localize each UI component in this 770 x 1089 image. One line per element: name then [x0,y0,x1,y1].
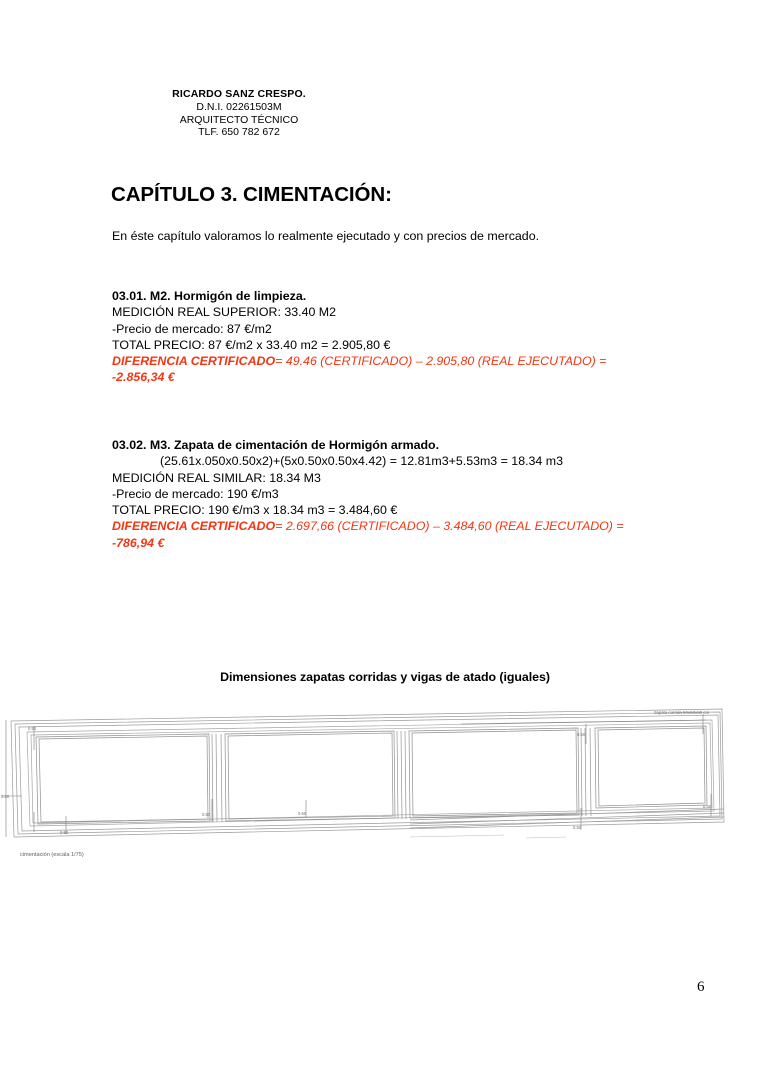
letterhead-dni: D.N.I. 02261503M [196,100,282,113]
item-measure: MEDICIÓN REAL SUPERIOR: 33.40 M2 [112,305,337,320]
letterhead-name: RICARDO SANZ CRESPO. [172,88,306,100]
item-heading: 03.01. M2. Hormigón de limpieza. [112,289,307,303]
dimension-label: 0.50 [60,830,69,835]
item-difference-result-line [112,535,624,551]
foundation-plan-drawing [0,700,770,860]
perimeter-inner [27,720,714,826]
item-difference-result: -2.856,34 € [112,370,175,385]
item-difference-result-line [112,369,606,385]
dimension-label: 0.50 [703,804,712,809]
item-price: -Precio de mercado: 87 €/m2 [112,321,272,336]
page-title: CAPÍTULO 3. CIMENTACIÓN: [111,183,392,206]
foundation-bay-1 [36,734,210,824]
foundation-bay-2 [225,731,395,821]
chapter-intro: En éste capítulo valoramos lo realmente ejecutado y con precios de mercado. [112,229,540,243]
item-difference-label: DIFERENCIA CERTIFICADO [112,354,276,369]
dimension-label: 0.50 [202,812,211,817]
item-difference-body: = 2.697,66 (CERTIFICADO) – 3.484,60 (REAL EJECUTADO) = [275,519,624,534]
letterhead-phone: TLF. 650 782 672 [198,126,280,139]
item-difference-line [112,353,606,369]
dimension-label: 0.50 [1,794,10,799]
item-measure: MEDICIÓN REAL SIMILAR: 18.34 M3 [112,470,321,485]
item-difference-label: DIFERENCIA CERTIFICADO [112,519,276,534]
item-difference-body: = 49.46 (CERTIFICADO) – 2.905,80 (REAL EJECUTADO) = [275,354,607,369]
measurement-block-0301 [112,288,606,386]
dimension-label: 0.50 [573,825,582,830]
dimension-label: 0.50 [28,726,37,731]
foundation-bay-3 [409,728,579,818]
item-total: TOTAL PRECIO: 87 €/m2 x 33.40 m2 = 2.905,80 € [112,337,391,352]
foundation-bay-4 [595,726,707,808]
item-formula: (25.61x.050x0.50x2)+(5x0.50x0.50x4.42) = 12.81m3+5.53m3 = 18.34 m3 [160,454,563,469]
foundation-plan-svg [0,700,770,860]
drawing-title-label: cimentación (escala 1/75) [20,852,84,858]
scan-artifacts [410,835,566,838]
item-difference-line [112,518,624,534]
drawing-annotation: zapata corrida 50x50x50 cm [654,710,710,715]
item-difference-result: -786,94 € [112,535,165,550]
measurement-block-0302 [112,437,624,551]
letterhead-profession: ARQUITECTO TÉCNICO [179,113,299,126]
dimension-label: 0.50 [298,811,307,816]
figure [0,670,770,860]
dimension-label: 0.50 [577,732,586,737]
figure-caption: Dimensiones zapatas corridas y vigas de atado (iguales) [220,670,550,684]
tie-beams [212,728,591,822]
page-number: 6 [697,979,705,995]
perimeter-outer [11,709,724,837]
item-price: -Precio de mercado: 190 €/m3 [112,486,279,501]
item-heading: 03.02. M3. Zapata de cimentación de Hormigón armado. [112,438,440,452]
letterhead [110,88,368,139]
item-total: TOTAL PRECIO: 190 €/m3 x 18.34 m3 = 3.484,60 € [112,503,398,518]
